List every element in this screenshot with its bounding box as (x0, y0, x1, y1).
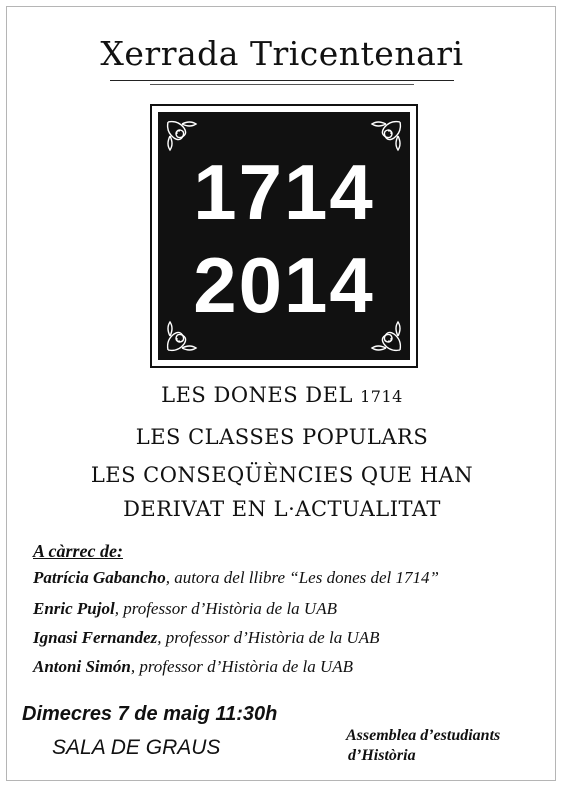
speaker-line (33, 627, 380, 649)
event-room: SALA DE GRAUS (52, 736, 221, 759)
speaker-line (33, 656, 353, 678)
speaker-name: Enric Pujol (33, 599, 115, 618)
ornament-bottom-right-icon (372, 322, 400, 350)
organizer-line2: d’Història (348, 747, 416, 764)
speaker-role: , professor d’Història de la UAB (130, 657, 354, 676)
speaker-role: , autora del llibre “Les dones del 1714” (165, 568, 439, 587)
topic-popular-classes: LES CLASSES POPULARS (135, 425, 429, 449)
topic-women-text: LES DONES DEL (161, 383, 361, 407)
logo-year-1714: 1714 (193, 148, 375, 236)
ornament-bottom-left-icon (168, 322, 196, 350)
topic-consequences-line1: LES CONSEQÜÈNCIES QUE HAN (90, 463, 474, 487)
ornament-top-right-icon (372, 122, 400, 150)
topic-women-year: 1714 (360, 387, 403, 406)
speaker-name: Antoni Simón (33, 657, 131, 676)
speaker-role: , professor d’Història de la UAB (157, 628, 380, 647)
tricentenari-logo (150, 104, 418, 368)
speaker-role: , professor d’Història de la UAB (114, 599, 337, 618)
topic-women-1714 (0, 382, 564, 410)
topic-consequences-line2: DERIVAT EN L·ACTUALITAT (123, 497, 441, 521)
poster-title: Xerrada Tricentenari (100, 34, 464, 73)
organizer (346, 726, 500, 766)
organizer-line1: Assemblea d’estudiants (346, 727, 501, 744)
title-underline (110, 80, 454, 81)
speaker-name: Patrícia Gabancho (33, 568, 166, 587)
speakers-label: A càrrec de: (33, 541, 123, 561)
ornament-top-left-icon (168, 122, 196, 150)
event-date: Dimecres 7 de maig 11:30h (22, 703, 278, 725)
speaker-line (33, 567, 439, 589)
title-underline-thin (150, 84, 414, 85)
logo-black-square (158, 112, 410, 360)
speaker-line (33, 598, 337, 620)
speaker-name: Ignasi Fernandez (33, 628, 158, 647)
logo-year-2014: 2014 (193, 241, 375, 329)
